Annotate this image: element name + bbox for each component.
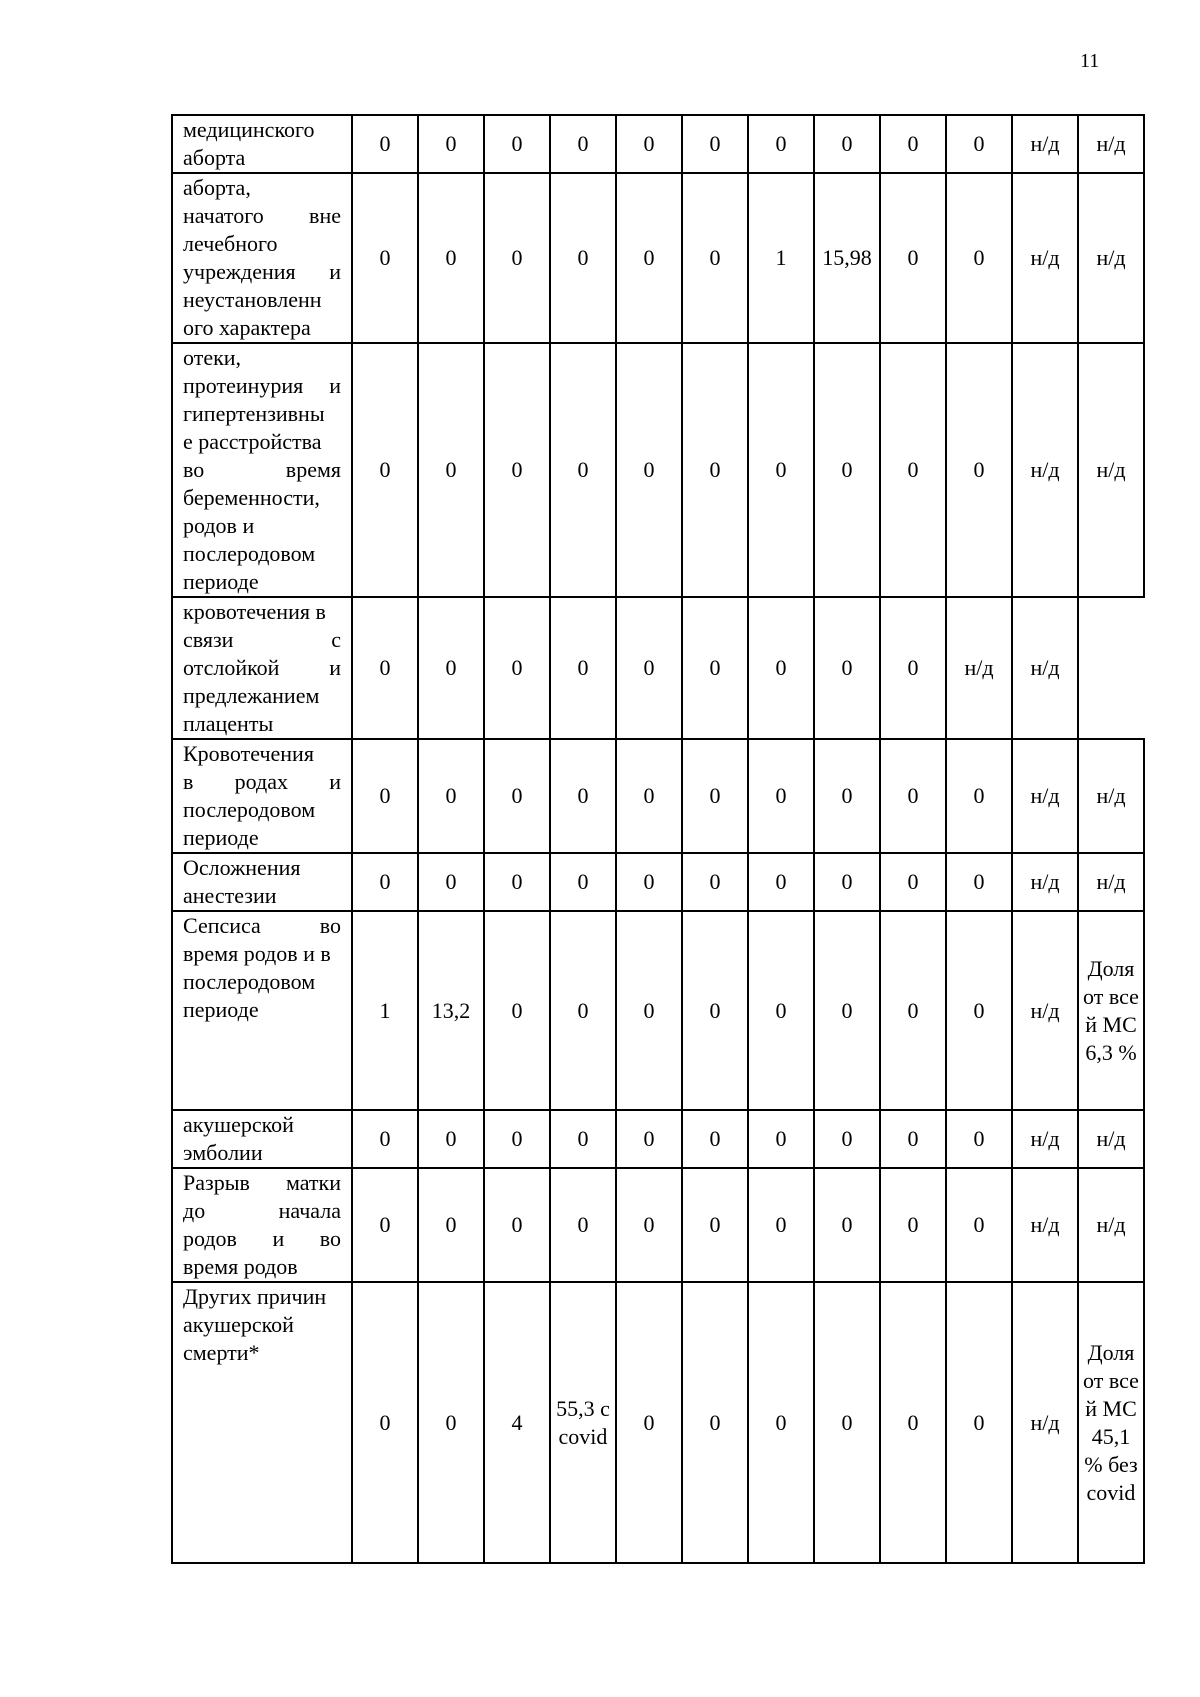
table-cell: н/д [1012,1168,1078,1282]
table-cell: 0 [418,1110,484,1168]
row-label-line: учреждения и [183,259,341,284]
row-label-line: связи с [183,627,341,652]
table-cell: 0 [550,739,616,853]
table-cell: Доля от всей МС 45,1 % без covid [1078,1282,1144,1563]
table-cell: 0 [682,911,748,1110]
table-cell: 0 [484,853,550,911]
table-cell: 0 [352,1282,418,1563]
table-cell: 0 [814,343,880,597]
table-cell: 0 [550,853,616,911]
table-row [172,115,1144,173]
row-label-line: Сепсиса во [183,913,341,938]
table-cell: 0 [682,597,748,739]
table-row [172,1110,1144,1168]
row-label [172,739,352,853]
table-cell: 0 [616,1282,682,1563]
table-cell: 13,2 [418,911,484,1110]
table-cell: 1 [352,911,418,1110]
row-label-line: отеки, [183,345,242,370]
table-cell: 0 [748,1168,814,1282]
row-label-line: эмболии [183,1140,263,1165]
table-row [172,739,1144,853]
row-label [172,911,352,1110]
table-cell: 0 [880,1168,946,1282]
table-cell: н/д [1078,1168,1144,1282]
table-cell: 0 [880,1282,946,1563]
table-cell: н/д [1078,739,1144,853]
table-cell: Доля от всей МС 6,3 % [1078,911,1144,1110]
table-cell: 0 [814,853,880,911]
row-label-line: периоде [183,569,259,594]
table-cell: 0 [748,343,814,597]
row-label-line: смерти* [183,1340,260,1365]
table-cell: 0 [352,173,418,343]
row-label [172,343,352,597]
row-label-line: е расстройства [183,429,322,454]
table-cell: 0 [550,597,616,739]
row-label-line: медицинского [183,117,315,142]
table-row [172,911,1144,1110]
table-row [172,1282,1144,1563]
table-cell: 0 [814,1110,880,1168]
table-cell: н/д [1012,597,1078,739]
row-label-line: анестезии [183,883,277,908]
row-label-line: Других причин [183,1284,327,1309]
row-label-line: лечебного [183,231,278,256]
table-cell: 0 [484,1110,550,1168]
row-label-line: Осложнения [183,855,301,880]
table-cell: 0 [946,173,1012,343]
table-cell: н/д [1012,115,1078,173]
row-label [172,1110,352,1168]
table-cell: 0 [484,597,550,739]
row-label [172,853,352,911]
table-cell: 0 [814,1168,880,1282]
table-cell: 0 [880,115,946,173]
row-label-line: гипертензивны [183,401,325,426]
table-cell: 0 [616,853,682,911]
table-cell: 0 [616,343,682,597]
table-cell: 0 [616,1168,682,1282]
table-cell: 0 [484,911,550,1110]
table-cell: н/д [1078,173,1144,343]
table-cell: 0 [352,343,418,597]
table-cell: 0 [550,343,616,597]
table-cell: 0 [418,115,484,173]
table-cell: 0 [880,853,946,911]
table-cell: 0 [418,853,484,911]
table-cell: 0 [748,1282,814,1563]
statistics-table [171,114,1145,1564]
table-cell: 0 [616,1110,682,1168]
table-cell: 0 [880,911,946,1110]
table-cell: 0 [682,343,748,597]
table-cell: 0 [880,173,946,343]
row-label-line: аборта [183,145,246,170]
table-row [172,173,1144,343]
table-cell: 0 [946,911,1012,1110]
row-label [172,1168,352,1282]
row-label-line: отслойкой и [183,655,341,680]
page-number: 11 [1080,50,1100,72]
table-cell: 0 [616,173,682,343]
table-cell: 0 [748,597,814,739]
table-cell: 0 [352,739,418,853]
table-cell: 0 [352,115,418,173]
table-cell: 0 [880,597,946,739]
table-cell: 0 [418,739,484,853]
table-cell: н/д [1078,853,1144,911]
table-cell: 0 [550,173,616,343]
row-label-line: родов и во [183,1226,341,1251]
table-cell: 0 [814,1282,880,1563]
table-cell: 0 [748,853,814,911]
table-cell: 0 [748,911,814,1110]
table-cell: 0 [616,911,682,1110]
table-cell: 0 [946,343,1012,597]
table-cell: н/д [1012,173,1078,343]
table-cell: 0 [682,1110,748,1168]
table-cell: 0 [484,1168,550,1282]
row-label-line: время родов [183,1254,298,1279]
row-label-line: кровотечения в [183,599,326,624]
table-cell: н/д [1012,853,1078,911]
row-label-line: в родах и [183,769,341,794]
row-label-line: послеродовом [183,797,316,822]
row-label-line: неустановленн [183,287,322,312]
table-cell: 0 [418,343,484,597]
table-cell: 0 [748,739,814,853]
table-cell: н/д [1012,1110,1078,1168]
table-cell: 0 [550,1168,616,1282]
table-cell: н/д [1078,343,1144,597]
table-cell: 0 [814,739,880,853]
row-label-line: Кровотечения [183,741,314,766]
row-label-line: время родов и в [183,941,331,966]
row-label-line: ого характера [183,315,311,340]
table-cell: 0 [880,343,946,597]
table-cell: 0 [616,597,682,739]
table-cell: 0 [616,739,682,853]
table-cell: 0 [814,115,880,173]
table-cell: 0 [946,115,1012,173]
row-label-line: акушерской [183,1112,294,1137]
row-label-line: протеинурия и [183,373,341,398]
table-cell: н/д [1012,739,1078,853]
table-cell: 0 [418,597,484,739]
table-cell: 0 [946,739,1012,853]
table-cell: 0 [550,115,616,173]
row-label [172,1282,352,1563]
table-cell: 55,3 с covid [550,1282,616,1563]
table-cell: 0 [946,853,1012,911]
row-label-line: периоде [183,997,259,1022]
row-label-line: родов и [183,513,255,538]
table-cell: 0 [616,115,682,173]
row-label-line: послеродовом [183,541,316,566]
table-cell: н/д [1078,115,1144,173]
table-cell: 1 [748,173,814,343]
table-cell: 0 [352,1110,418,1168]
table-cell: 0 [682,173,748,343]
table-cell: 0 [682,1282,748,1563]
table-cell: 0 [748,1110,814,1168]
row-label-line: акушерской [183,1312,294,1337]
table-cell: 0 [880,739,946,853]
table-cell: 0 [484,739,550,853]
row-label-line: плаценты [183,711,274,736]
row-label-line: предлежанием [183,683,320,708]
row-label [172,597,352,739]
table-cell: н/д [1012,911,1078,1110]
table-cell: 0 [682,115,748,173]
table-cell: 0 [748,115,814,173]
row-label-line: беременности, [183,485,320,510]
table-cell: 0 [352,1168,418,1282]
row-label-line: послеродовом [183,969,316,994]
table-row [172,343,1144,597]
table-cell: 0 [484,115,550,173]
table-cell: 0 [946,1110,1012,1168]
table-cell: 0 [352,853,418,911]
table-row [172,1168,1144,1282]
table-cell: 0 [946,1168,1012,1282]
table-cell: 4 [484,1282,550,1563]
row-label-line: начатого вне [183,203,341,228]
row-label-line: Разрыв матки [183,1170,341,1195]
row-label-line: периоде [183,825,259,850]
table-cell: 0 [814,911,880,1110]
table-cell: 0 [682,739,748,853]
row-label-line: до начала [183,1198,341,1223]
table-cell: 0 [682,853,748,911]
row-label [172,115,352,173]
table-cell: 0 [418,173,484,343]
table-row [172,853,1144,911]
table-cell: 0 [418,1282,484,1563]
table-cell: 0 [880,1110,946,1168]
table-cell: 0 [352,597,418,739]
row-label [172,173,352,343]
table-cell: 0 [484,343,550,597]
table-cell: н/д [1012,343,1078,597]
table-cell: 0 [418,1168,484,1282]
table-cell: 0 [946,1282,1012,1563]
table-cell: 0 [550,911,616,1110]
table-cell: н/д [1012,1282,1078,1563]
row-label-line: во время [183,457,341,482]
table-cell: 0 [814,597,880,739]
table-cell: 0 [484,173,550,343]
table-cell: 15,98 [814,173,880,343]
table-cell: 0 [550,1110,616,1168]
table-row [172,597,1144,739]
table-cell: н/д [1078,1110,1144,1168]
table-cell: 0 [682,1168,748,1282]
row-label-line: аборта, [183,175,251,200]
table-cell: н/д [946,597,1012,739]
